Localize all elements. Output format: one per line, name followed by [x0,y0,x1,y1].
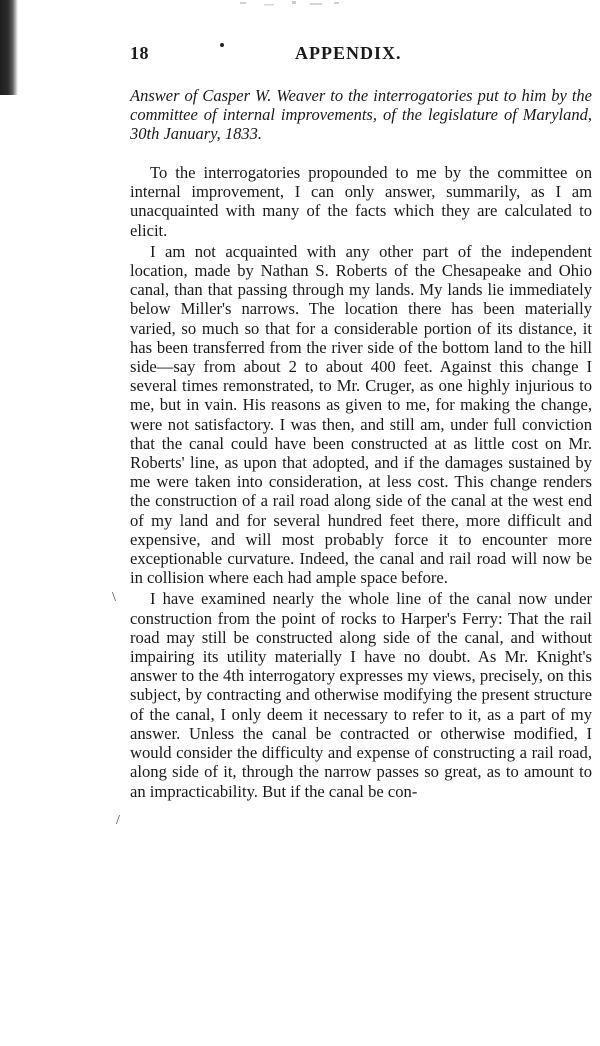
margin-mark-left-2: / [116,813,120,828]
running-head: APPENDIX. [295,43,402,63]
header-dot [220,43,224,47]
page-header [130,43,570,73]
margin-mark-left-1: \ [112,590,116,605]
page-number: 18 [130,43,149,63]
body-text [130,163,592,803]
print-bleed-marks [230,0,370,12]
page-binding-edge [0,0,18,95]
document-caption: Answer of Casper W. Weaver to the interrogatories put to him by the committee of internal improvements, of the legislature of Maryland, 30th January, 1833. [130,86,592,143]
paragraph-2: I am not acquainted with any other part of the independent location, made by Nathan S. Roberts of the Chesapeake and Ohio canal, than that passing through my lands. My lands lie immediately below Miller's narrows. The location there has been materially varied, so much so that for a considerable portion of its distance, it has been transferred from the river side of the bottom land to the hill side—say from about 2 to about 400 feet. Against this change I several times remonstrated, to Mr. Cruger, as one highly injurious to me, but in vain. His reasons as given to me, for making the change, were not satisfactory. I was then, and still am, under full conviction that the canal could have been constructed at as little cost on Mr. Roberts' line, as upon that adopted, and if the damages sustained by me were taken into consideration, at less cost. This change renders the construction of a rail road along side of the canal at the west end of my land and for several hundred feet there, more difficult and expensive, and will most probably force it to encounter more exceptionable curvature. Indeed, the canal and rail road will now be in collision where each had ample space before. [130,241,592,588]
paragraph-1: To the interrogatories propounded to me by the committee on internal improvement, I can only answer, summarily, as I am unacquainted with many of the facts which they are calculated to elicit. [130,163,592,240]
paragraph-3: I have examined nearly the whole line of the canal now under construction from the point of rocks to Harper's Ferry: That the rail road may still be constructed along side of the canal, and without impairing its utility materially I have no doubt. As Mr. Knight's answer to the 4th interrogatory expresses my views, precisely, on this subject, by contracting and otherwise modifying the present structure of the canal, I only deem it necessary to refer to it, as a part of my answer. Unless the canal be contracted or otherwise modified, I would consider the difficulty and expense of constructing a rail road, along side of it, through the narrow passes so great, as to amount to an impracticability. But if the canal be con- [130,589,592,801]
